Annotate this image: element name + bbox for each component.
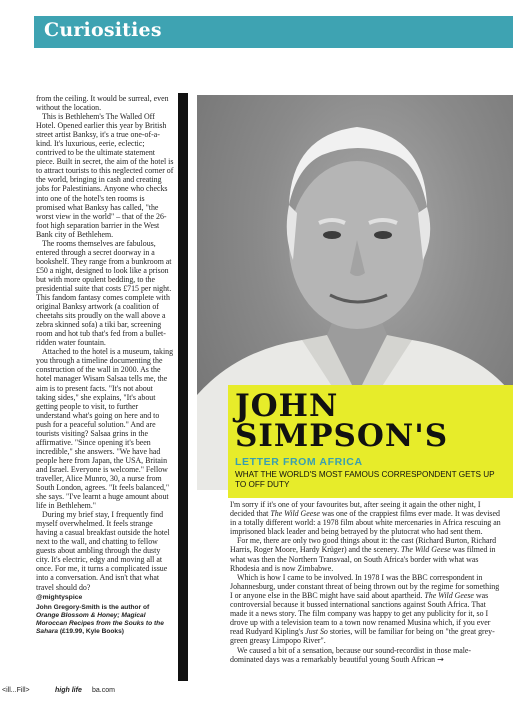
main-paragraph-3-text-c: stories, will be familiar for being on "the great grey-green greasy Limpopo River". (230, 627, 495, 646)
continue-arrow-icon: → (437, 654, 444, 664)
main-paragraph-1 (230, 500, 502, 536)
main-paragraph-2-text-b: was filmed in what was then the Northern Transvaal, on South Africa's border with what was Rhodesia and is now Zimbabwe. (230, 545, 496, 573)
left-paragraph-4: Attached to the hotel is a museum, taking you through a timeline documenting the construction of the wall in 2000. As the hotel manager Wisam Salsaa tells me, the aim is to present facts. "It's not about taking sides," she explains, "It's about getting people to visit, to further understand what's going on here and to push for a peaceful solution." And are tourists visiting? Salsaa grins in the affirmative. "Since opening it's been incredible," she answers. "We have had people here from Japan, the USA, Britain and Israel. Everyone is welcome." Fellow traveller, Alice Munro, 30, a nurse from South London, agrees. "It feels balanced," she says. "I've learnt a huge amount about life in Bethlehem." (36, 347, 174, 511)
author-bio-book: Orange Blossom & Honey; Magical Moroccan Recipes from the Souks to the Sahara (36, 611, 164, 635)
author-bio (36, 604, 174, 636)
left-paragraph-5: During my brief stay, I frequently find myself overwhelmed. It feels strange having a casual breakfast outside the hotel next to the wall, and chatting to fellow guests about ambling through the dusty city. It's electric, edgy and moving all at once. For me, it turns a complicated issue into a conversation. And isn't that what travel should do? (36, 510, 170, 592)
main-paragraph-3 (230, 573, 502, 646)
film-title: The Wild Geese (270, 509, 320, 519)
main-paragraph-4 (230, 646, 502, 664)
feature-title-line-1: JOHN (235, 388, 339, 424)
feature-deck: WHAT THE WORLD'S MOST FAMOUS CORRESPONDENT GETS UP TO OFF DUTY (235, 470, 495, 489)
column-divider (178, 93, 188, 681)
main-paragraph-4-text: We caused a bit of a sensation, because our sound-recordist in those male-dominated days was a remarkably beautiful young South African (230, 645, 472, 664)
feature-subtitle: LETTER FROM AFRICA (235, 456, 363, 468)
film-title: The Wild Geese (424, 590, 474, 600)
author-bio-lead: John Gregory-Smith is the author of (36, 603, 150, 611)
main-paragraph-2-text-a: For me, there are only two good things about it: the cast (Richard Burton, Richard Harris, Roger Moore, Hardy Krüger) and the scenery. (230, 536, 497, 555)
footer-site: ba.com (92, 687, 115, 694)
left-paragraph-1: from the ceiling. It would be surreal, even without the location. (36, 94, 169, 113)
author-social-handle: @mightyspice (36, 593, 83, 601)
section-header-bar (34, 16, 513, 48)
author-bio-tail: (£19.99, Kyle Books) (58, 627, 124, 635)
main-paragraph-1-text-b: was one of the crappiest films ever made. It was devised in a totally different world: a 1978 film about white mercenaries in Africa rescuing an imprisoned black leader and being betrayed by the plutocrat who had sent them. (230, 509, 501, 537)
film-title: The Wild Geese (401, 545, 451, 555)
footer-folio: <ill...Fill> (2, 687, 30, 694)
feature-title-box (228, 385, 513, 498)
footer-brand: high life (55, 687, 82, 694)
page-footer (0, 687, 180, 699)
main-paragraph-3-text-a: Which is how I came to be involved. In 1978 I was the BBC correspondent in Johannesburg, under constant threat of being thrown out by the regime for something I or anyone else in the BBC might have said about apartheid. (230, 572, 500, 600)
main-paragraph-1-text-a: I'm sorry if it's one of your favourites but, after seeing it again the other night, I decided that (230, 500, 481, 519)
left-paragraph-2: This is Bethlehem's The Walled Off Hotel. Opened earlier this year by British street artist Banksy, it's a true one-of-a-kind. It's luxurious, eerie, eclectic; contrived to be the ultimate statement piece. Built in secret, the aim of the hotel is to attract tourists to this neglected corner of the world, bringing in cash and creating jobs for Palestinians. Anyone who checks into one of the hotel's ten rooms is promised what Banksy has called, "the worst view in the world" – that of the 26-foot high separation barrier in the West Bank city of Bethlehem. (36, 112, 174, 239)
main-article-column (230, 500, 502, 664)
book-title: Just So (305, 627, 328, 637)
main-paragraph-2 (230, 536, 502, 572)
left-article-column (36, 94, 174, 636)
left-paragraph-3: The rooms themselves are fabulous, entered through a secret doorway in a bookshelf. They range from a bunkroom at £50 a night, designed to look like a prison but with more opulent bedding, to the presidential suite that costs £715 per night. This fandom fantasy comes complete with original Banksy artwork (a coalition of cheetahs sits proudly on the wall above a zebra skinned sofa) a tiki bar, screening room and hot tub that's fed from a bullet-ridden water fountain. (36, 238, 172, 348)
feature-title-line-2: SIMPSON'S (235, 418, 449, 454)
section-title: Curiosities (44, 19, 162, 41)
main-paragraph-3-text-b: was controversial because it bussed international sanctions against South Africa. That made it a news story. The film company was happy to get any publicity for it, so I drove up with a television team to a town now renamed Musina which, if you ever read Rudyard Kipling's (230, 590, 491, 637)
